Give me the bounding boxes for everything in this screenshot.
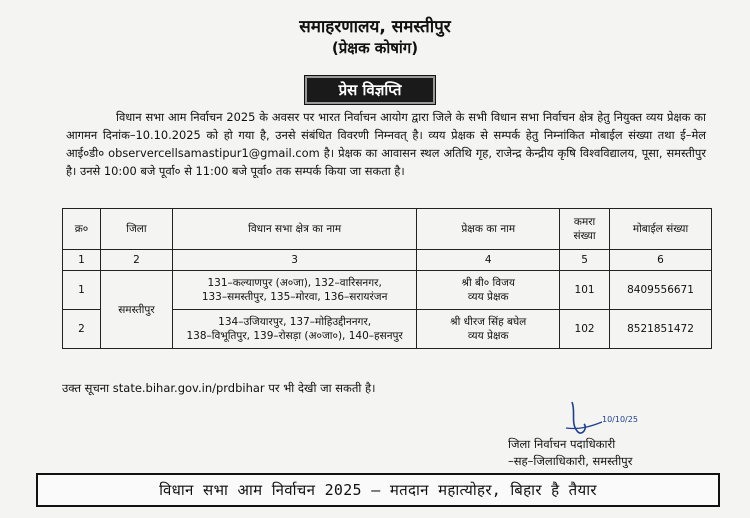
col-number: 4	[417, 250, 560, 271]
officer-block	[508, 436, 632, 470]
body-paragraph: विधान सभा आम निर्वाचन 2025 के अवसर पर भारत निर्वाचन आयोग द्वारा जिले के सभी विधान सभा निर्वाचन क्षेत्र हेतु नियुक्त व्यय प्रेक्षक का आगमन दिनांक–10.10.2025 को हो गया है, उनसे संबंधित विवरणी निम्नवत् है। व्यय प्रेक्षक से सम्पर्क हेतु निम्नांकित मोबाईल संख्या तथा ई–मेल आई०डी० observercellsamastipur1@gmail.com है। प्रेक्षक का आवासन स्थल अतिथि गृह, राजेन्द्र केन्द्रीय कृषि विश्वविद्यालय, पूसा, समस्तीपुर है। उनसे 10:00 बजे पूर्वा० से 11:00 बजे पूर्वा० तक सम्पर्क किया जा सकता है।	[66, 110, 706, 178]
cell-subtitle: (प्रेक्षक कोषांग)	[331, 39, 419, 57]
footer-slogan: विधान सभा आम निर्वाचन 2025 — मतदान महात्योहर, बिहार है तैयार	[36, 473, 720, 507]
row-sn: 1	[63, 271, 101, 310]
col-number: 6	[610, 250, 712, 271]
header-mobile: मोबाईल संख्या	[610, 209, 712, 250]
header-room: कमरा संख्या	[560, 209, 610, 250]
observer-name: श्री धीरज सिंह बघेल	[450, 316, 527, 328]
press-release-badge: प्रेस विज्ञप्ति	[305, 76, 435, 104]
office-title: समाहरणालय, समस्तीपुर	[299, 17, 451, 37]
observer-table	[62, 208, 712, 349]
header-district: जिला	[100, 209, 172, 250]
col-number: 1	[63, 250, 101, 271]
observer-role: व्यय प्रेक्षक	[467, 330, 509, 342]
district-cell: समस्तीपुर	[100, 271, 172, 349]
header-sn: क्र०	[63, 209, 101, 250]
constituency-line: 134–उजियारपुर, 137–मोहिउद्दीननगर,	[218, 316, 372, 328]
observer-cell	[417, 310, 560, 349]
constituency-cell	[172, 310, 417, 349]
officer-designation: –सह–जिलाधिकारी, समस्तीपुर	[508, 454, 633, 468]
constituency-line: 131–कल्याणपुर (अ०जा), 132–वारिसनगर,	[207, 277, 382, 289]
room-cell: 101	[560, 271, 610, 310]
row-sn: 2	[63, 310, 101, 349]
col-number: 2	[100, 250, 172, 271]
signature-icon	[562, 398, 638, 438]
constituency-line: 133–समस्तीपुर, 135–मोरवा, 136–सरायरंजन	[201, 291, 388, 303]
signature-date: 10/10/25	[602, 415, 638, 424]
table-header-row	[63, 209, 712, 250]
mobile-cell: 8409556671	[610, 271, 712, 310]
room-cell: 102	[560, 310, 610, 349]
header-constituency: विधान सभा क्षेत्र का नाम	[172, 209, 417, 250]
observer-role: व्यय प्रेक्षक	[467, 291, 509, 303]
officer-title: जिला निर्वाचन पदाधिकारी	[508, 437, 616, 451]
website-note: उक्त सूचना state.bihar.gov.in/prdbihar पर भी देखी जा सकती है।	[62, 381, 376, 395]
mobile-cell: 8521851472	[610, 310, 712, 349]
header-observer: प्रेक्षक का नाम	[417, 209, 560, 250]
col-number: 5	[560, 250, 610, 271]
col-number: 3	[172, 250, 417, 271]
observer-name: श्री बी० विजय	[461, 277, 515, 289]
table-row	[63, 271, 712, 310]
constituency-cell	[172, 271, 417, 310]
table-number-row	[63, 250, 712, 271]
constituency-line: 138–विभूतिपुर, 139–रोसड़ा (अ०जा०), 140–हसनपुर	[186, 330, 403, 342]
observer-cell	[417, 271, 560, 310]
